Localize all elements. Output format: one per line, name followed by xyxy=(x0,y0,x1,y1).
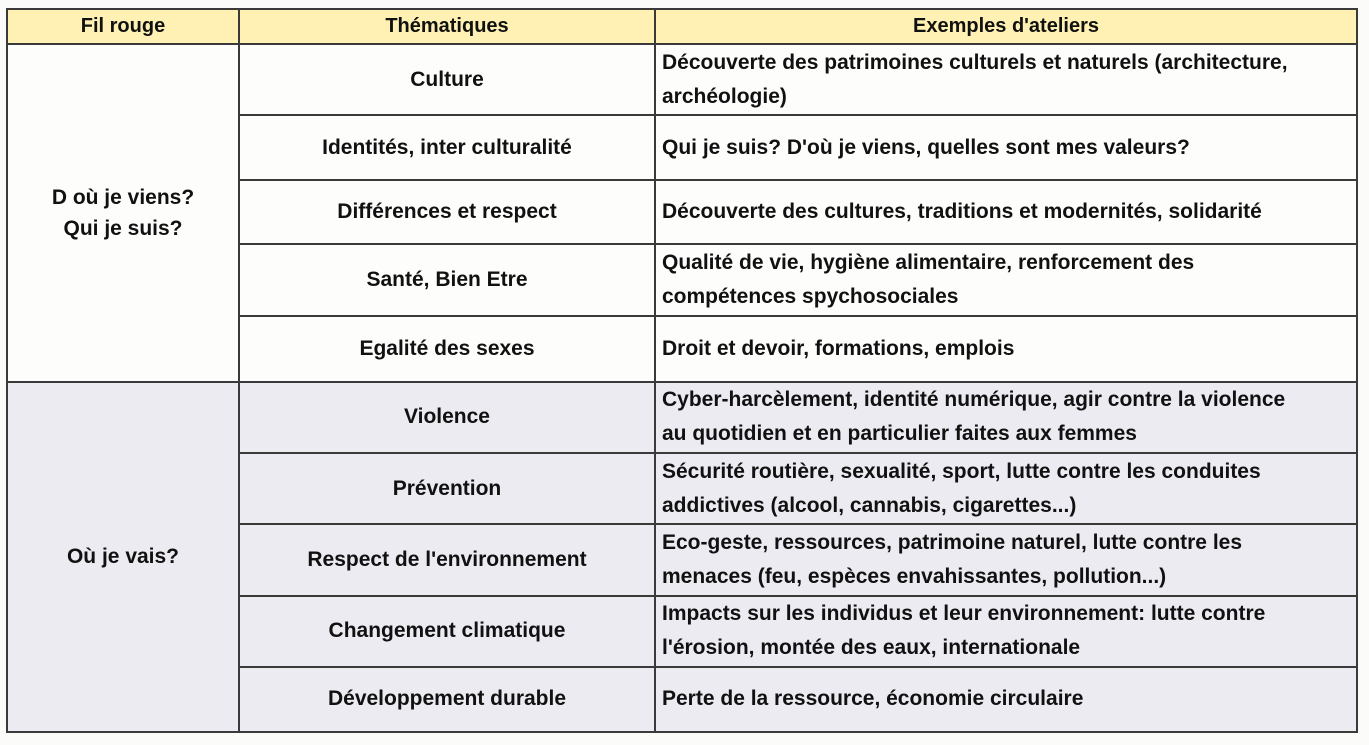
fil-rouge-line: Où je vais? xyxy=(66,545,180,569)
exemple-line: Sécurité routière, sexualité, sport, lutte contre les conduites xyxy=(662,459,1261,483)
fil-rouge-line: Qui je suis? xyxy=(63,216,183,240)
exemple-cell xyxy=(655,667,1357,732)
thematique-cell: Violence xyxy=(239,382,655,453)
exemple-line: Qualité de vie, hygiène alimentaire, renforcement des xyxy=(662,251,1195,275)
exemple-line: Impacts sur les individus et leur environnement: lutte contre xyxy=(662,602,1266,626)
exemple-cell xyxy=(655,44,1357,115)
thematique-cell: Identités, inter culturalité xyxy=(239,115,655,180)
thematique-cell: Santé, Bien Etre xyxy=(239,244,655,315)
fil-rouge-cell xyxy=(7,44,239,382)
header-thematiques: Thématiques xyxy=(239,9,655,44)
exemple-cell xyxy=(655,316,1357,382)
exemple-line: menaces (feu, espèces envahissantes, pollution...) xyxy=(662,564,1167,588)
exemple-line: Droit et devoir, formations, emplois xyxy=(662,336,1015,360)
exemple-cell xyxy=(655,115,1357,180)
ateliers-table xyxy=(6,8,1358,733)
exemple-cell xyxy=(655,453,1357,524)
exemple-cell xyxy=(655,382,1357,453)
exemple-cell xyxy=(655,244,1357,315)
exemple-cell xyxy=(655,524,1357,595)
table-row xyxy=(7,44,1357,115)
exemple-cell xyxy=(655,180,1357,244)
exemple-line: Eco-geste, ressources, patrimoine naturel, lutte contre les xyxy=(662,530,1243,554)
table-row xyxy=(7,382,1357,453)
exemple-line: archéologie) xyxy=(662,84,787,108)
thematique-cell: Culture xyxy=(239,44,655,115)
fil-rouge-line: D où je viens? xyxy=(51,185,195,209)
thematique-cell: Différences et respect xyxy=(239,180,655,244)
thematique-cell: Prévention xyxy=(239,453,655,524)
header-fil-rouge: Fil rouge xyxy=(7,9,239,44)
thematique-cell: Développement durable xyxy=(239,667,655,732)
exemple-line: Cyber-harcèlement, identité numérique, agir contre la violence xyxy=(662,388,1286,412)
thematique-cell: Egalité des sexes xyxy=(239,316,655,382)
exemple-line: Perte de la ressource, économie circulaire xyxy=(662,687,1084,711)
exemple-line: Découverte des cultures, traditions et modernités, solidarité xyxy=(662,200,1262,224)
thematique-cell: Changement climatique xyxy=(239,596,655,667)
exemple-line: compétences spychosociales xyxy=(662,285,959,309)
table-body xyxy=(7,44,1357,732)
exemple-line: au quotidien et en particulier faites aux femmes xyxy=(662,422,1137,446)
exemple-line: Découverte des patrimoines culturels et naturels (architecture, xyxy=(662,50,1288,74)
fil-rouge-cell xyxy=(7,382,239,732)
exemple-cell xyxy=(655,596,1357,667)
header-exemples-ateliers: Exemples d'ateliers xyxy=(655,9,1357,44)
exemple-line: Qui je suis? D'où je viens, quelles sont mes valeurs? xyxy=(662,135,1190,159)
header-row xyxy=(7,9,1357,44)
exemple-line: l'érosion, montée des eaux, internationale xyxy=(662,636,1081,660)
exemple-line: addictives (alcool, cannabis, cigarettes...) xyxy=(662,493,1077,517)
thematique-cell: Respect de l'environnement xyxy=(239,524,655,595)
